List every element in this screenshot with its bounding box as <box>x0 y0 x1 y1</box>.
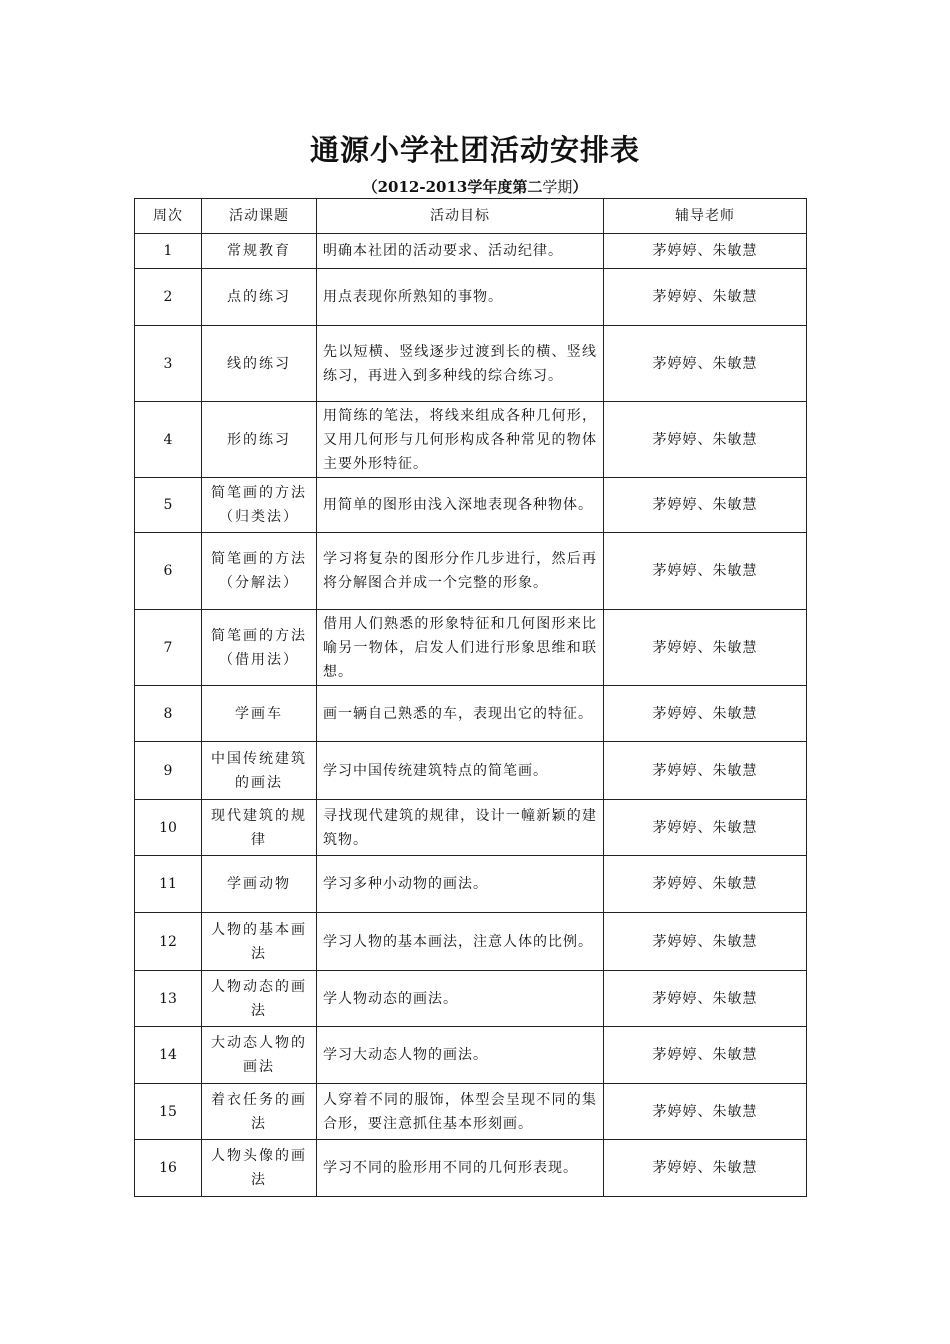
teacher-cell: 茅婷婷、朱敏慧 <box>604 971 807 1027</box>
table-row <box>135 800 807 856</box>
topic-cell: 简笔画的方法（分解法） <box>202 533 317 610</box>
table-row <box>135 1140 807 1197</box>
table-row <box>135 686 807 742</box>
table-row <box>135 326 807 402</box>
teacher-cell: 茅婷婷、朱敏慧 <box>604 326 807 402</box>
goal-cell: 用简单的图形由浅入深地表现各种物体。 <box>317 478 604 533</box>
teacher-cell: 茅婷婷、朱敏慧 <box>604 402 807 478</box>
table-row <box>135 742 807 800</box>
week-cell: 5 <box>135 478 202 533</box>
goal-cell: 用简练的笔法，将线来组成各种几何形，又用几何形与几何形构成各种常见的物体主要外形特征。 <box>317 402 604 478</box>
teacher-cell: 茅婷婷、朱敏慧 <box>604 800 807 856</box>
header-teacher: 辅导老师 <box>604 199 807 234</box>
goal-cell: 学习大动态人物的画法。 <box>317 1027 604 1084</box>
goal-cell: 借用人们熟悉的形象特征和几何图形来比喻另一物体，启发人们进行形象思维和联想。 <box>317 610 604 686</box>
table-row <box>135 402 807 478</box>
week-cell: 3 <box>135 326 202 402</box>
week-cell: 8 <box>135 686 202 742</box>
teacher-cell: 茅婷婷、朱敏慧 <box>604 610 807 686</box>
teacher-cell: 茅婷婷、朱敏慧 <box>604 856 807 913</box>
week-cell: 1 <box>135 234 202 269</box>
page-subtitle <box>0 176 950 198</box>
table-row <box>135 478 807 533</box>
subtitle-open-paren: （ <box>362 178 378 196</box>
topic-cell: 现代建筑的规律 <box>202 800 317 856</box>
week-cell: 4 <box>135 402 202 478</box>
table-row <box>135 234 807 269</box>
subtitle-close-paren: ） <box>572 178 588 196</box>
table-row <box>135 533 807 610</box>
teacher-cell: 茅婷婷、朱敏慧 <box>604 1084 807 1140</box>
table-row <box>135 1084 807 1140</box>
topic-cell: 学画动物 <box>202 856 317 913</box>
topic-cell: 人物动态的画法 <box>202 971 317 1027</box>
goal-cell: 学习人物的基本画法，注意人体的比例。 <box>317 913 604 971</box>
week-cell: 7 <box>135 610 202 686</box>
teacher-cell: 茅婷婷、朱敏慧 <box>604 742 807 800</box>
page-title: 通源小学社团活动安排表 <box>309 133 640 167</box>
header-topic: 活动课题 <box>202 199 317 234</box>
week-cell: 14 <box>135 1027 202 1084</box>
table-row <box>135 1027 807 1084</box>
topic-cell: 中国传统建筑的画法 <box>202 742 317 800</box>
topic-cell: 着衣任务的画法 <box>202 1084 317 1140</box>
week-cell: 15 <box>135 1084 202 1140</box>
header-goal: 活动目标 <box>317 199 604 234</box>
goal-cell: 学习多种小动物的画法。 <box>317 856 604 913</box>
goal-cell: 学习不同的脸形用不同的几何形表现。 <box>317 1140 604 1197</box>
teacher-cell: 茅婷婷、朱敏慧 <box>604 1140 807 1197</box>
teacher-cell: 茅婷婷、朱敏慧 <box>604 1027 807 1084</box>
topic-cell: 线的练习 <box>202 326 317 402</box>
table-row <box>135 913 807 971</box>
week-cell: 11 <box>135 856 202 913</box>
table-header-row <box>135 199 807 234</box>
subtitle-term-suffix: 学期 <box>542 178 573 196</box>
table-row <box>135 269 807 326</box>
table-row <box>135 856 807 913</box>
teacher-cell: 茅婷婷、朱敏慧 <box>604 533 807 610</box>
topic-cell: 形的练习 <box>202 402 317 478</box>
table-row <box>135 971 807 1027</box>
week-cell: 6 <box>135 533 202 610</box>
goal-cell: 学习中国传统建筑特点的简笔画。 <box>317 742 604 800</box>
week-cell: 2 <box>135 269 202 326</box>
goal-cell: 学人物动态的画法。 <box>317 971 604 1027</box>
topic-cell: 大动态人物的画法 <box>202 1027 317 1084</box>
topic-cell: 点的练习 <box>202 269 317 326</box>
goal-cell: 人穿着不同的服饰，体型会呈现不同的集合形，要注意抓住基本形刻画。 <box>317 1084 604 1140</box>
table-row <box>135 610 807 686</box>
topic-cell: 简笔画的方法（归类法） <box>202 478 317 533</box>
teacher-cell: 茅婷婷、朱敏慧 <box>604 478 807 533</box>
week-cell: 9 <box>135 742 202 800</box>
teacher-cell: 茅婷婷、朱敏慧 <box>604 686 807 742</box>
week-cell: 16 <box>135 1140 202 1197</box>
week-cell: 10 <box>135 800 202 856</box>
topic-cell: 人物的基本画法 <box>202 913 317 971</box>
goal-cell: 明确本社团的活动要求、活动纪律。 <box>317 234 604 269</box>
week-cell: 12 <box>135 913 202 971</box>
week-cell: 13 <box>135 971 202 1027</box>
header-week: 周次 <box>135 199 202 234</box>
goal-cell: 先以短横、竖线逐步过渡到长的横、竖线练习，再进入到多种线的综合练习。 <box>317 326 604 402</box>
goal-cell: 画一辆自己熟悉的车，表现出它的特征。 <box>317 686 604 742</box>
goal-cell: 学习将复杂的图形分作几步进行，然后再将分解图合并成一个完整的形象。 <box>317 533 604 610</box>
topic-cell: 学画车 <box>202 686 317 742</box>
topic-cell: 常规教育 <box>202 234 317 269</box>
schedule-table <box>134 198 807 1197</box>
teacher-cell: 茅婷婷、朱敏慧 <box>604 234 807 269</box>
topic-cell: 简笔画的方法（借用法） <box>202 610 317 686</box>
teacher-cell: 茅婷婷、朱敏慧 <box>604 913 807 971</box>
goal-cell: 寻找现代建筑的规律，设计一幢新颖的建筑物。 <box>317 800 604 856</box>
teacher-cell: 茅婷婷、朱敏慧 <box>604 269 807 326</box>
subtitle-year-term: 2012-2013学年度第二 <box>377 178 543 196</box>
goal-cell: 用点表现你所熟知的事物。 <box>317 269 604 326</box>
topic-cell: 人物头像的画法 <box>202 1140 317 1197</box>
